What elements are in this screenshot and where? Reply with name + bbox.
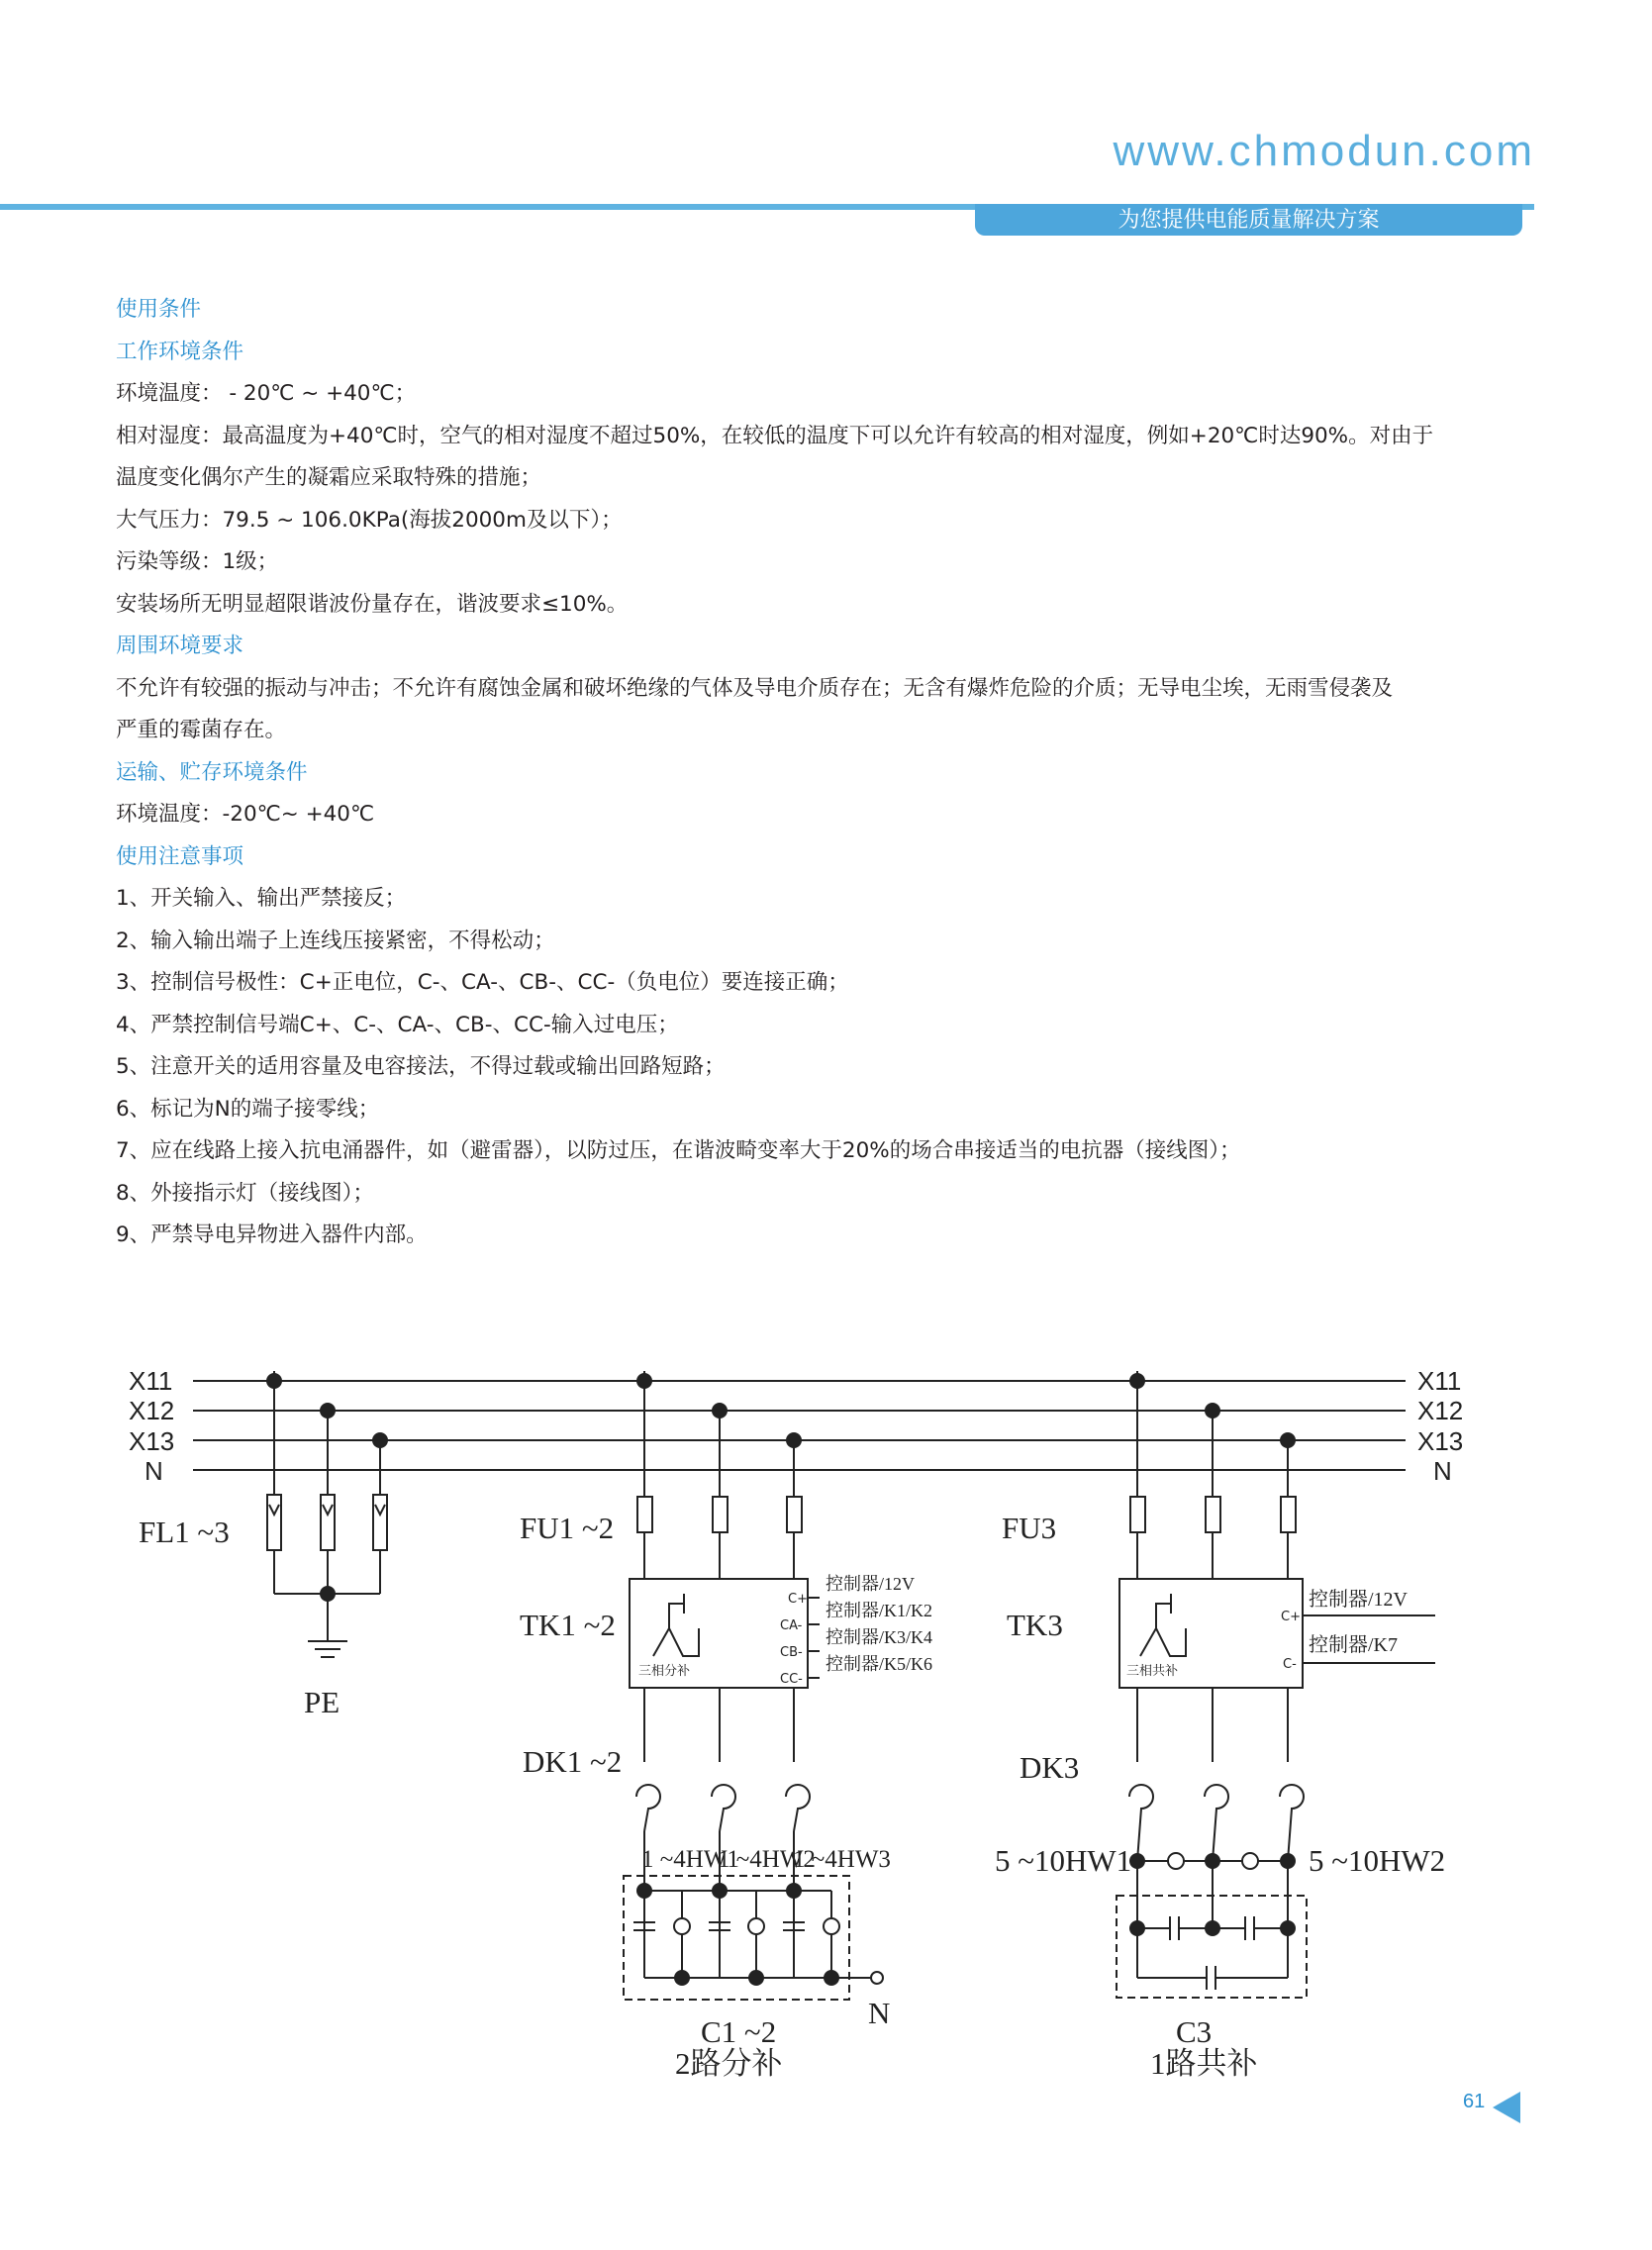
page-number: 61 [1463,2091,1486,2112]
tk12-ctrl-k3k4: 控制器/K3/K4 [826,1627,932,1647]
label-c3-desc: 1路共补 [1150,2046,1258,2081]
tagline-banner: 为您提供电能质量解决方案 [975,204,1522,236]
note-item: 6、标记为N的端子接零线； [116,1096,380,1122]
label-fl: FL1 ~3 [139,1515,230,1549]
label-tk3: TK3 [1007,1608,1063,1642]
text-humidity-1: 相对湿度：最高温度为+40℃时，空气的相对湿度不超过50%，在较低的温度下可以允许有较高的相对湿度，例如+20℃时达90%。对由于 [116,423,1434,448]
note-item: 4、严禁控制信号端C+、C-、CA-、CB-、CC-输入过电压； [116,1012,679,1037]
tk12-term-ca: CA- [780,1618,803,1633]
heading-usage: 使用条件 [116,297,202,322]
label-fu12: FU1 ~2 [520,1511,615,1545]
label-hw1: 1 ~4HW1 [641,1846,739,1873]
heading-work-env: 工作环境条件 [116,339,244,364]
label-tk12: TK1 ~2 [520,1608,616,1642]
bus-label-n-right: N [1433,1456,1452,1486]
note-item: 9、严禁导电异物进入器件内部。 [116,1223,428,1247]
wiring-diagram [0,1336,1652,2089]
tk12-ctrl-12v: 控制器/12V [826,1574,915,1594]
label-dk3: DK3 [1020,1750,1080,1785]
bus-label-x11: X11 [129,1366,173,1396]
note-item: 2、输入输出端子上连线压接紧密，不得松动； [116,928,555,953]
label-n-neutral: N [868,1996,891,2030]
note-item: 1、开关输入、输出严禁接反； [116,886,407,911]
text-harmonic: 安装场所无明显超限谐波份量存在，谐波要求≤10%。 [116,591,629,617]
tk3-ctrl-12v: 控制器/12V [1309,1589,1408,1611]
note-item: 8、外接指示灯（接线图）； [116,1180,374,1206]
bus-label-x11-right: X11 [1417,1366,1462,1396]
text-temperature: 环境温度： - 20℃ ~ +40℃； [116,381,417,406]
label-pe: PE [304,1685,340,1719]
label-c12: C1 ~2 [701,2014,777,2049]
tk12-ctrl-k1k2: 控制器/K1/K2 [826,1601,932,1620]
text-pollution: 污染等级：1级； [116,549,279,574]
heading-transport: 运输、贮存环境条件 [116,759,308,785]
heading-surround: 周围环境要求 [116,634,244,658]
tk12-term-cb: CB- [780,1645,803,1660]
text-transport-temp: 环境温度：-20℃~ +40℃ [116,802,375,827]
tk3-term-cminus: C- [1283,1657,1297,1672]
website-url: www.chmodun.com [1113,127,1535,175]
bus-label-x12-right: X12 [1417,1396,1464,1425]
branch-common-compensation [1117,1371,1435,1998]
tk12-term-cplus: C+ [788,1592,808,1607]
page-arrow-icon [1493,2092,1520,2123]
text-surround-2: 严重的霉菌存在。 [116,718,287,742]
label-c3: C3 [1176,2014,1213,2049]
tk3-ctrl-k7: 控制器/K7 [1309,1634,1398,1656]
note-item: 3、控制信号极性：C+正电位，C-、CA-、CB-、CC-（负电位）要连接正确； [116,970,849,995]
label-hw3: 1 ~4HW3 [793,1846,891,1873]
text-surround-1: 不允许有较强的振动与冲击；不允许有腐蚀金属和破坏绝缘的气体及导电介质存在；无含有爆炸危险的介质；无导电尘埃，无雨雪侵袭及 [116,675,1394,701]
text-pressure: 大气压力：79.5 ~ 106.0KPa(海拔2000m及以下）； [116,507,623,533]
note-item: 7、应在线路上接入抗电涌器件，如（避雷器），以防过压，在谐波畸变率大于20%的场合串接适当的电抗器（接线图）； [116,1138,1241,1163]
bus-lines [193,1381,1406,1470]
bus-label-x13: X13 [129,1426,175,1456]
label-c12-desc: 2路分补 [675,2046,783,2081]
tk12-inner-label: 三相分补 [638,1664,691,1679]
heading-notes: 使用注意事项 [116,843,244,869]
text-humidity-2: 温度变化偶尔产生的凝霜应采取特殊的措施； [116,465,542,490]
label-fu3: FU3 [1002,1511,1057,1545]
branch-split-compensation [624,1371,883,2000]
label-hw2: 1 ~4HW2 [718,1846,816,1873]
bus-label-x12: X12 [129,1396,175,1425]
bus-label-n: N [145,1456,163,1486]
label-hw-right-2: 5 ~10HW2 [1309,1843,1446,1878]
tk3-inner-label: 三相共补 [1126,1664,1179,1679]
label-hw-right-1: 5 ~10HW1 [995,1843,1132,1878]
label-dk12: DK1 ~2 [523,1744,623,1779]
note-item: 5、注意开关的适用容量及电容接法，不得过载或输出回路短路； [116,1054,726,1079]
tk3-term-cplus: C+ [1281,1610,1301,1624]
tk12-term-cc: CC- [780,1672,803,1687]
bus-label-x13-right: X13 [1417,1426,1464,1456]
tk12-ctrl-k5k6: 控制器/K5/K6 [826,1654,932,1674]
content-body [116,289,1541,1257]
